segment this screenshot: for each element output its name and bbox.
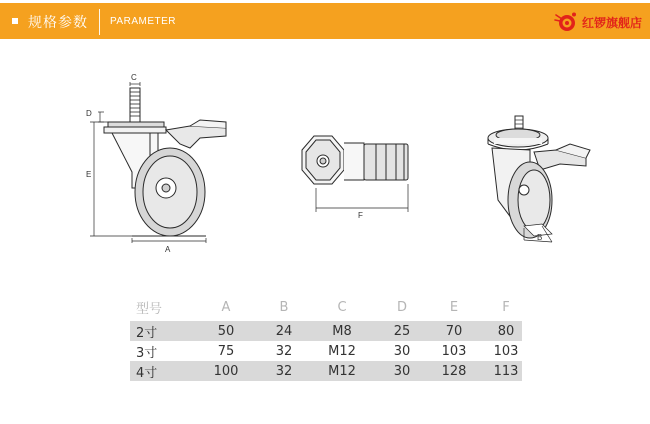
cell-c: M12 xyxy=(328,363,356,379)
table-header-row xyxy=(130,295,522,319)
cell-model: 3寸 xyxy=(136,345,158,361)
cell-f: 113 xyxy=(493,363,519,379)
dim-label-b: B xyxy=(537,233,543,242)
brand-name: 红锣旗舰店 xyxy=(581,15,642,30)
cell-a: 50 xyxy=(217,323,235,339)
header-e: E xyxy=(449,299,459,315)
header-divider xyxy=(99,9,100,35)
cell-e: 70 xyxy=(445,323,463,339)
header-model: 型号 xyxy=(136,301,163,317)
cell-b: 32 xyxy=(275,343,293,359)
header-a: A xyxy=(221,299,231,315)
cell-b: 24 xyxy=(275,323,293,339)
section-subtitle: PARAMETER xyxy=(110,16,176,27)
header-d: D xyxy=(396,299,407,315)
table-row xyxy=(130,361,522,381)
top-view-drawing xyxy=(302,136,408,212)
cell-e: 128 xyxy=(441,363,467,379)
cell-f: 103 xyxy=(493,343,519,359)
table-row xyxy=(130,341,522,361)
header-f: F xyxy=(502,299,510,315)
caster-drawings-svg xyxy=(0,40,650,290)
cell-e: 103 xyxy=(441,343,467,359)
brand-logo[interactable] xyxy=(553,11,642,33)
table-row xyxy=(130,321,522,341)
cell-b: 32 xyxy=(275,363,293,379)
section-title: 规格参数 xyxy=(28,15,88,31)
spec-table xyxy=(130,295,522,381)
cell-f: 80 xyxy=(497,323,515,339)
cell-a: 75 xyxy=(217,343,235,359)
header-c: C xyxy=(337,299,347,315)
cell-c: M8 xyxy=(332,323,352,339)
bullet-square-icon xyxy=(12,18,18,24)
cell-model: 2寸 xyxy=(136,325,158,341)
dim-label-a: A xyxy=(165,245,171,254)
side-view-drawing xyxy=(90,82,226,243)
cell-model: 4寸 xyxy=(136,365,158,381)
dim-label-d: D xyxy=(86,109,92,118)
cell-c: M12 xyxy=(328,343,356,359)
gong-mascot-icon xyxy=(553,11,579,33)
cell-d: 25 xyxy=(393,323,411,339)
header-b: B xyxy=(279,299,289,315)
header-bar xyxy=(0,3,650,39)
cell-d: 30 xyxy=(393,363,411,379)
cell-d: 30 xyxy=(393,343,411,359)
dim-label-f: F xyxy=(358,211,363,220)
perspective-view-drawing xyxy=(488,116,590,242)
dim-label-e: E xyxy=(86,170,92,179)
dim-label-c: C xyxy=(131,73,137,82)
caster-drawings xyxy=(0,40,650,290)
cell-a: 100 xyxy=(213,363,239,379)
